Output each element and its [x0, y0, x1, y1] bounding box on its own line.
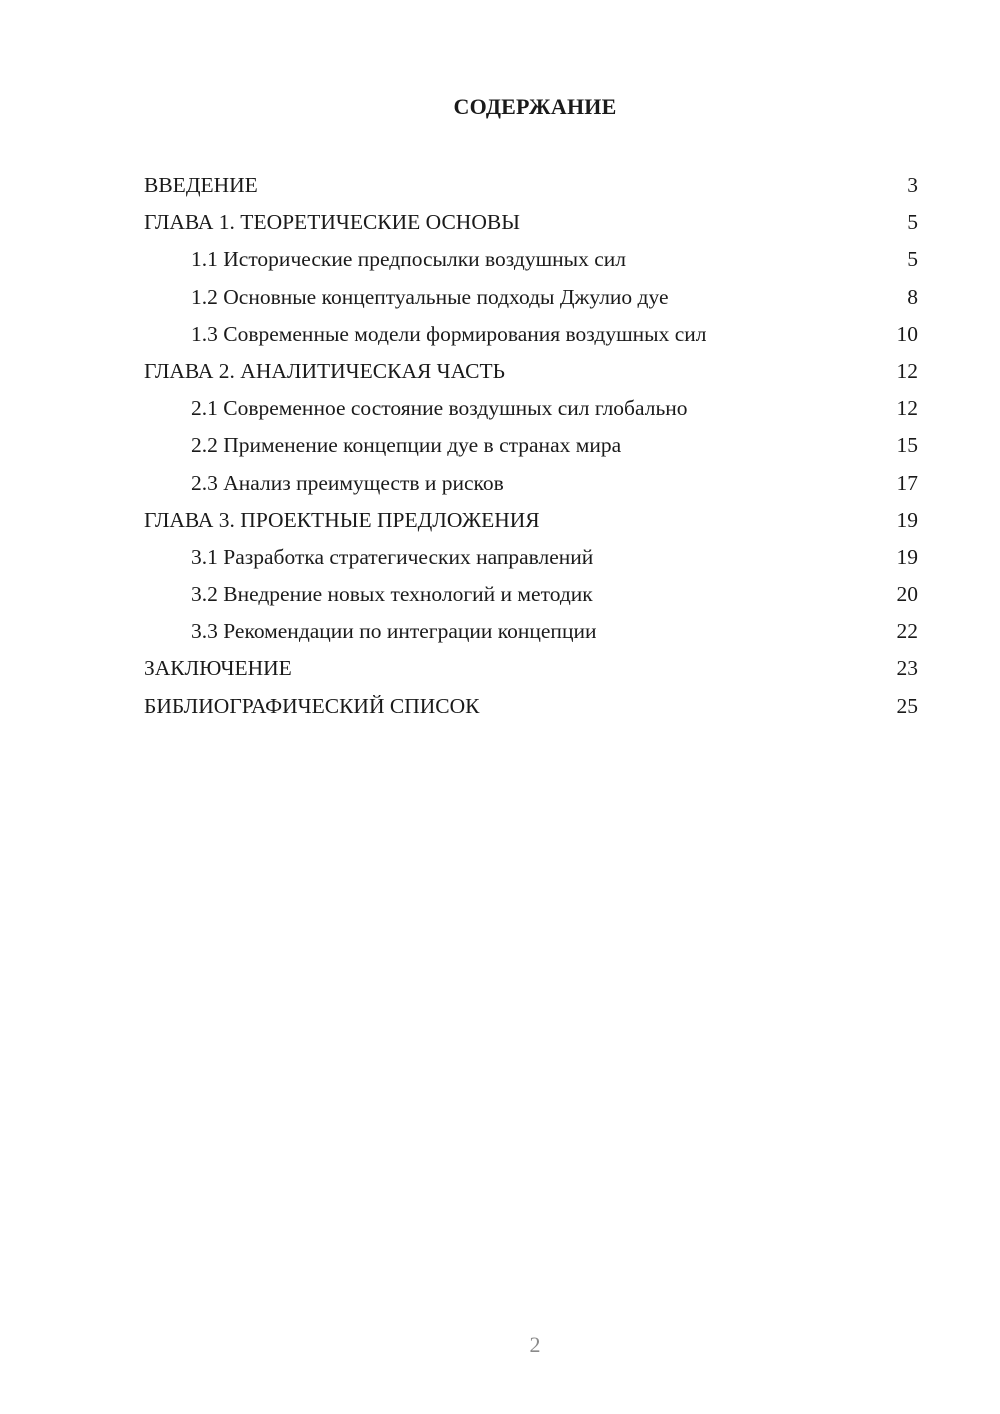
toc-entry-page: 12 [896, 396, 918, 421]
toc-entry-label: ГЛАВА 3. ПРОЕКТНЫЕ ПРЕДЛОЖЕНИЯ [144, 507, 540, 532]
toc-entry-section-1-1 [144, 241, 918, 278]
toc-entry-section-1-3 [144, 316, 918, 353]
toc-entry-chapter-3 [144, 502, 918, 539]
toc-entry-page: 25 [896, 693, 918, 718]
toc-entry-page: 19 [896, 544, 918, 569]
toc-entry-page: 3 [907, 173, 918, 197]
toc-list [144, 167, 918, 725]
toc-entry-label: ГЛАВА 1. ТЕОРЕТИЧЕСКИЕ ОСНОВЫ [144, 210, 520, 235]
toc-entry-page: 5 [907, 247, 918, 272]
toc-entry-page: 22 [896, 619, 918, 644]
toc-entry-label: 2.2 Применение концепции дуе в странах мира [191, 433, 622, 458]
toc-entry-section-3-2 [144, 576, 918, 613]
toc-entry-section-2-3 [144, 465, 918, 502]
toc-entry-page: 12 [896, 358, 918, 383]
toc-entry-page: 5 [907, 210, 918, 235]
toc-entry-chapter-2 [144, 353, 918, 390]
toc-entry-page: 17 [896, 470, 918, 495]
toc-entry-label: 1.3 Современные модели формирования воздушных сил [191, 321, 707, 346]
toc-entry-page: 15 [896, 433, 918, 458]
toc-entry-section-3-1 [144, 539, 918, 576]
toc-entry-label: 1.2 Основные концептуальные подходы Джулио дуе [191, 284, 669, 309]
toc-entry-label: 2.1 Современное состояние воздушных сил глобально [191, 396, 688, 421]
toc-entry-label: 2.3 Анализ преимуществ и рисков [191, 470, 504, 495]
toc-entry-conclusion [144, 650, 918, 687]
toc-entry-page: 8 [907, 284, 918, 309]
toc-entry-chapter-1 [144, 204, 918, 241]
toc-entry-page: 19 [896, 507, 918, 532]
toc-entry-introduction [144, 167, 918, 204]
toc-entry-label: 3.2 Внедрение новых технологий и методик [191, 582, 593, 607]
toc-entry-label: ВВЕДЕНИЕ [144, 173, 258, 197]
toc-entry-section-3-3 [144, 613, 918, 650]
toc-entry-label: 1.1 Исторические предпосылки воздушных сил [191, 247, 626, 272]
toc-entry-label: БИБЛИОГРАФИЧЕСКИЙ СПИСОК [144, 693, 480, 718]
toc-entry-label: 3.1 Разработка стратегических направлений [191, 544, 594, 569]
toc-entry-section-1-2 [144, 279, 918, 316]
toc-entry-section-2-1 [144, 390, 918, 427]
toc-entry-page: 23 [896, 656, 918, 681]
toc-entry-section-2-2 [144, 427, 918, 464]
toc-title: СОДЕРЖАНИЕ [453, 94, 617, 119]
toc-entry-page: 10 [896, 321, 918, 346]
toc-entry-page: 20 [896, 582, 918, 607]
toc-entry-label: ГЛАВА 2. АНАЛИТИЧЕСКАЯ ЧАСТЬ [144, 358, 505, 383]
toc-entry-label: 3.3 Рекомендации по интеграции концепции [191, 619, 597, 644]
toc-entry-bibliography [144, 688, 918, 725]
page-number: 2 [529, 1332, 541, 1357]
toc-entry-label: ЗАКЛЮЧЕНИЕ [144, 656, 292, 681]
